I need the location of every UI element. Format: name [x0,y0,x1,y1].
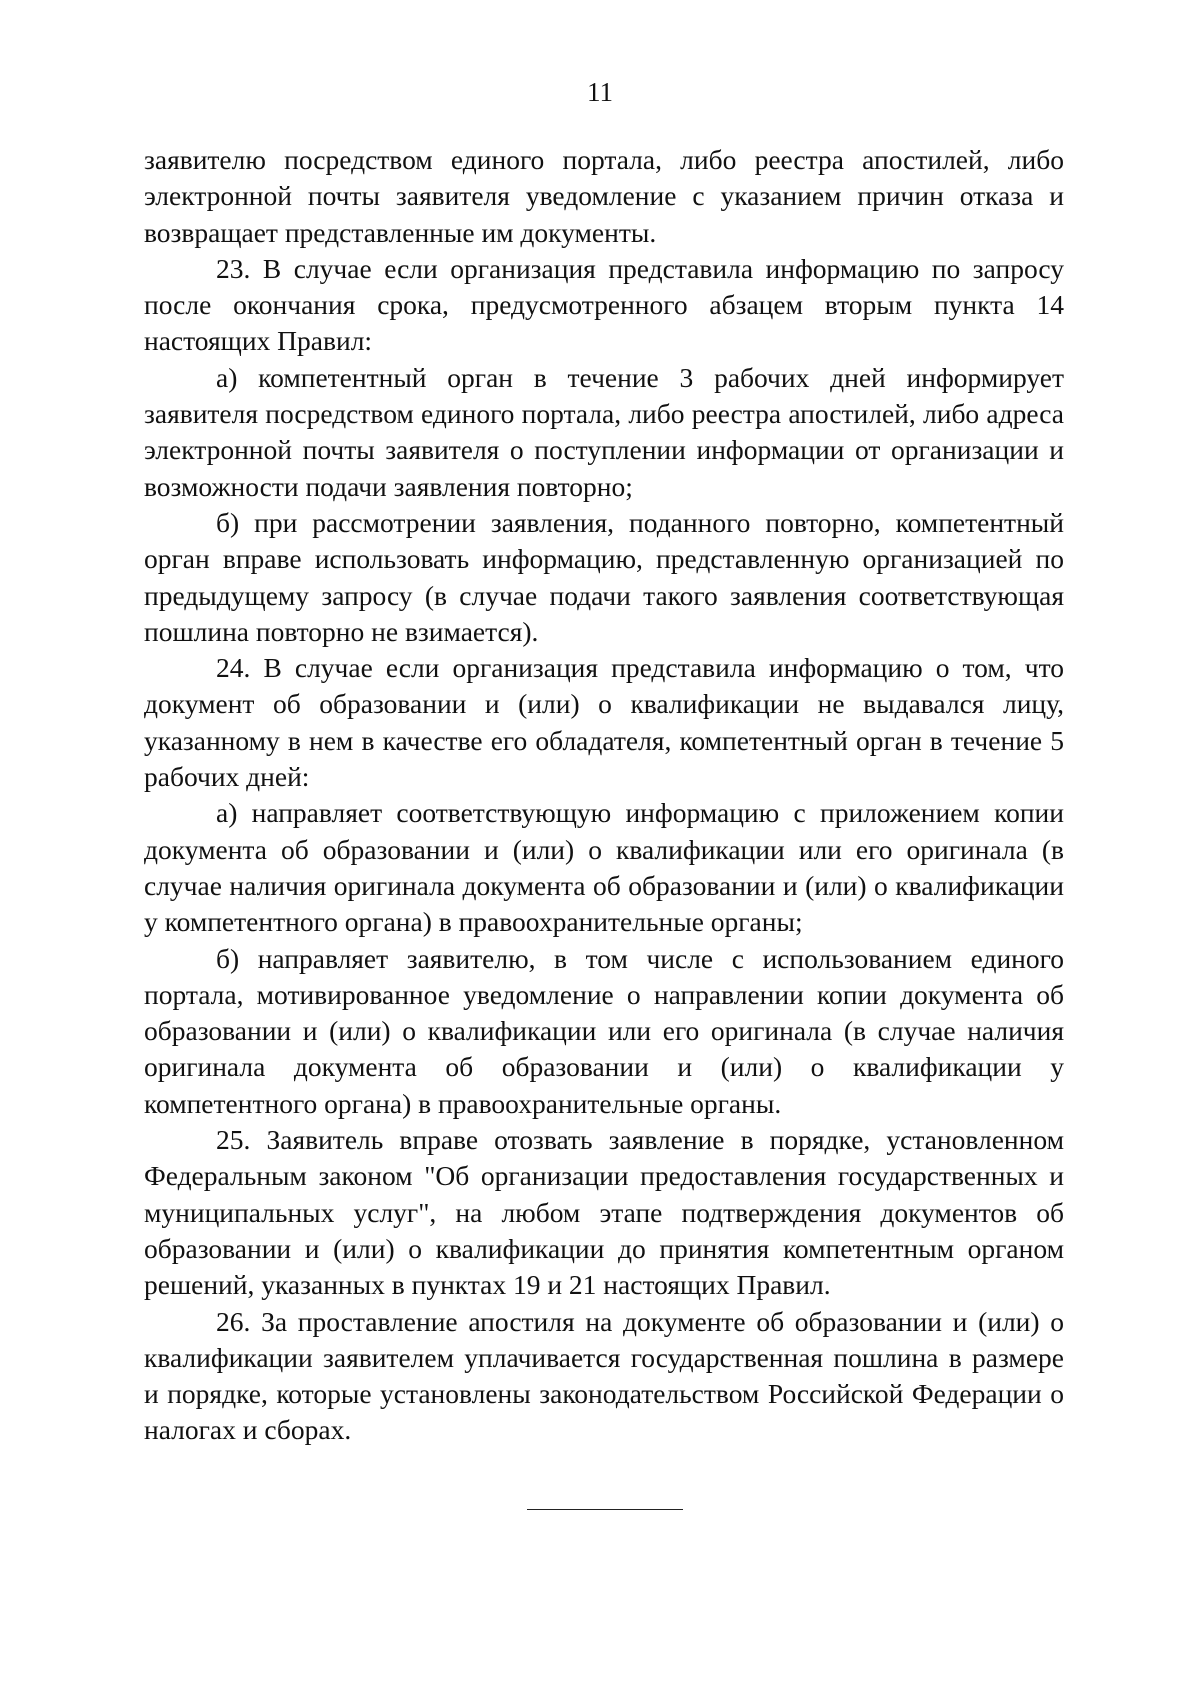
paragraph-clause-26: 26. За проставление апостиля на документе об образовании и (или) о квалификации заявителем уплачивается государственная пошлина в размере и порядке, которые установлены законодательством Российской Федерации о налогах и сборах. [144,1305,1064,1446]
paragraph-clause-23-b: б) при рассмотрении заявления, поданного повторно, компетентный орган вправе использовать информацию, представленную организацией по предыдущему запросу (в случае подачи такого заявления соответствующая пошлина повторно не взимается). [144,506,1064,647]
document-body [144,142,1064,1449]
paragraph-continuation: заявителю посредством единого портала, либо реестра апостилей, либо электронной почты заявителя уведомление с указанием причин отказа и возвращает представленные им документы. [144,144,1064,248]
paragraph-clause-23-a: а) компетентный орган в течение 3 рабочих дней информирует заявителя посредством единого портала, либо реестра апостилей, либо адреса электронной почты заявителя о поступлении информации от организации и возможности подачи заявления повторно; [144,361,1064,502]
paragraph-clause-24-b: б) направляет заявителю, в том числе с использованием единого портала, мотивированное уведомление о направлении копии документа об образовании и (или) о квалификации или его оригинала (в случае наличия оригинала документа об образовании и (или) о квалификации у компетентного органа) в правоохранительные органы. [144,942,1064,1119]
end-of-document-rule [527,1509,683,1510]
page-number: 11 [587,77,613,107]
paragraph-clause-24: 24. В случае если организация представила информацию о том, что документ об образовании и (или) о квалификации не выдавался лицу, указанному в нем в качестве его обладателя, компетентный орган в течение 5 рабочих дней: [144,652,1064,793]
paragraph-clause-23: 23. В случае если организация представила информацию по запросу после окончания срока, предусмотренного абзацем вторым пункта 14 настоящих Правил: [144,252,1064,357]
paragraph-clause-25: 25. Заявитель вправе отозвать заявление в порядке, установленном Федеральным законом "Об организации предоставления государственных и муниципальных услуг", на любом этапе подтверждения документов об образовании и (или) о квалификации до принятия компетентным органом решений, указанных в пунктах 19 и 21 настоящих Правил. [144,1124,1064,1301]
paragraph-clause-24-a: а) направляет соответствующую информацию с приложением копии документа об образовании и (или) о квалификации или его оригинала (в случае наличия оригинала документа об образовании и (или) о квалификации у компетентного органа) в правоохранительные органы; [144,797,1064,938]
